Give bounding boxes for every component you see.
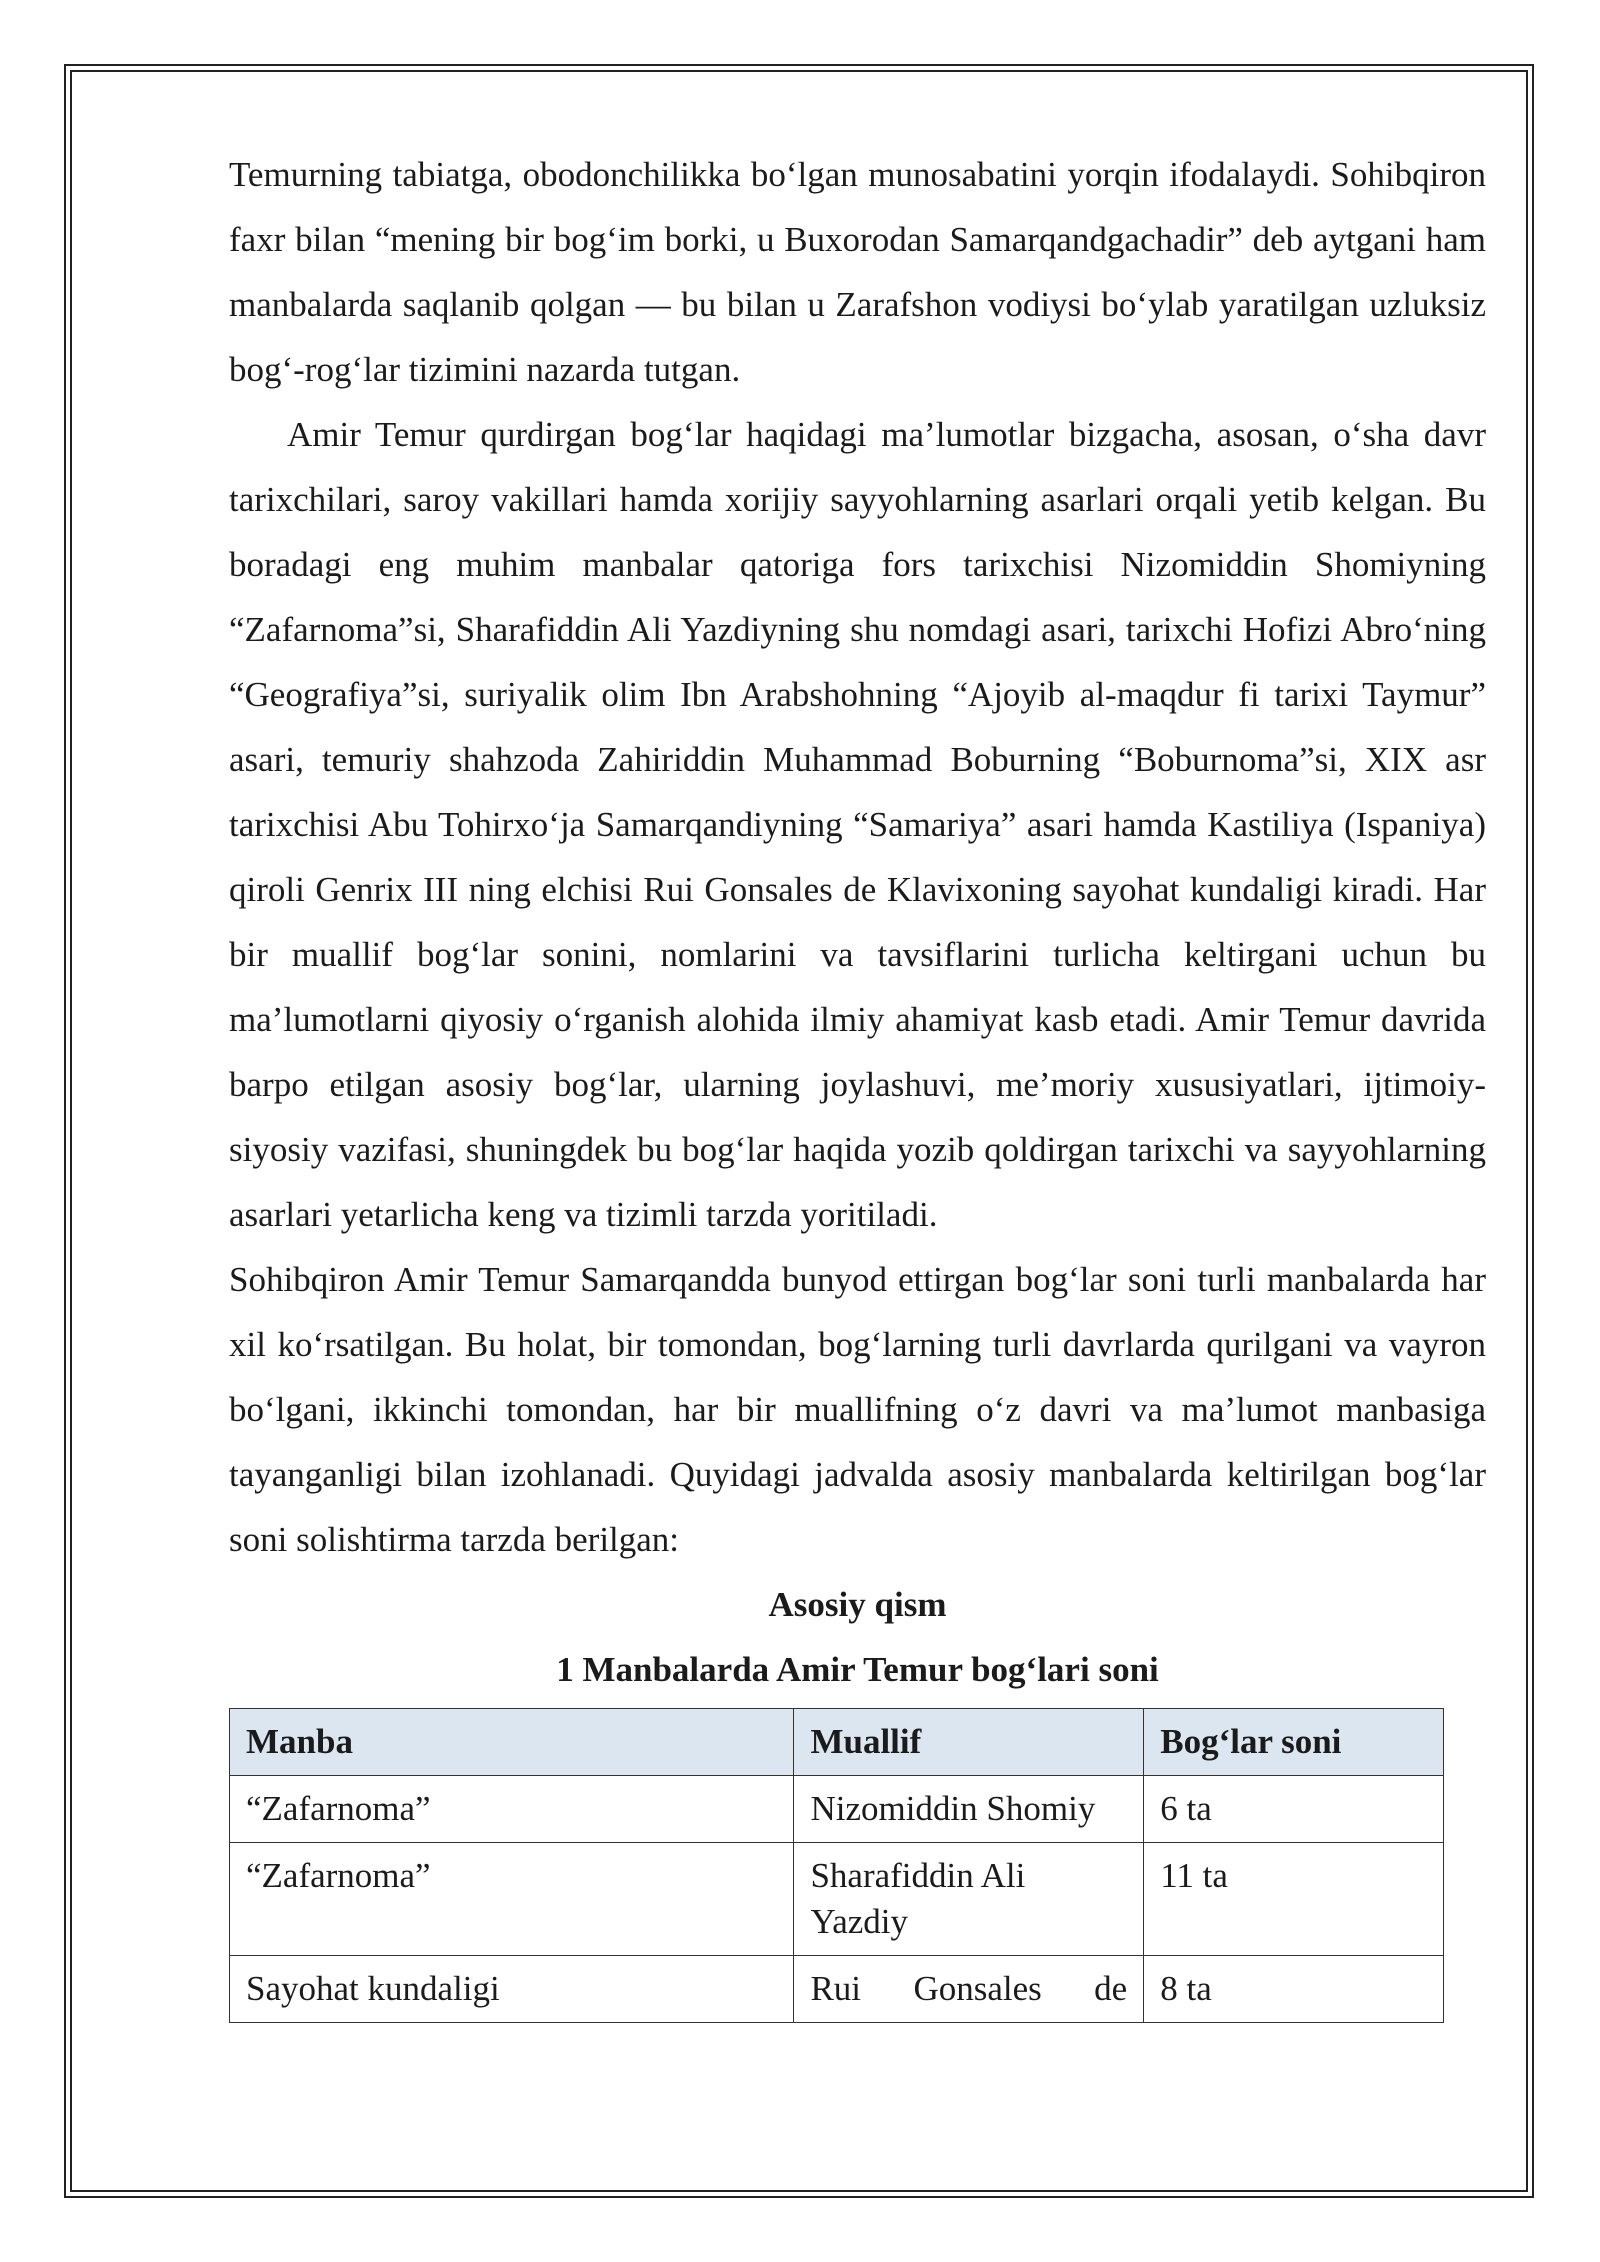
header-boglar-soni: Bog‘lar soni: [1144, 1709, 1444, 1776]
cell-manba: “Zafarnoma”: [230, 1776, 794, 1843]
table-row: [230, 1776, 1444, 1843]
cell-muallif: Nizomiddin Shomiy: [794, 1776, 1144, 1843]
cell-boglar-soni: 6 ta: [1144, 1776, 1444, 1843]
paragraph-2: Amir Temur qurdirgan bog‘lar haqidagi ma’lumotlar bizgacha, asosan, o‘sha davr tarixchilari, saroy vakillari hamda xorijiy sayyohlarning asarlari orqali yetib kelgan. Bu boradagi eng muhim manbalar qatoriga fors tarixchisi Nizomiddin Shomiyning “Zafarnoma”si, Sharafiddin Ali Yazdiyning shu nomdagi asari, tarixchi Hofizi Abro‘ning “Geografiya”si, suriyalik olim Ibn Arabshohning “Ajoyib al-maqdur fi tarixi Taymur” asari, temuriy shahzoda Zahiriddin Muhammad Boburning “Boburnoma”si, XIX asr tarixchisi Abu Tohirxo‘ja Samarqandiyning “Samariya” asari hamda Kastiliya (Ispaniya) qiroli Genrix III ning elchisi Rui Gonsales de Klavixoning sayohat kundaligi kiradi. Har bir muallif bog‘lar sonini, nomlarini va tavsiflarini turlicha keltirgani uchun bu ma’lumotlarni qiyosiy o‘rganish alohida ilmiy ahamiyat kasb etadi. Amir Temur davrida barpo etilgan asosiy bog‘lar, ularning joylashuvi, me’moriy xususiyatlari, ijtimoiy-siyosiy vazifasi, shuningdek bu bog‘lar haqida yozib qoldirgan tarixchi va sayyohlarning asarlari yetarlicha keng va tizimli tarzda yoritiladi.: [229, 415, 1486, 1234]
cell-boglar-soni: 8 ta: [1144, 1956, 1444, 2023]
table-caption: 1 Manbalarda Amir Temur bog‘lari soni: [556, 1650, 1159, 1689]
cell-muallif: Rui Gonsales de: [794, 1956, 1144, 2023]
sources-table: [229, 1708, 1444, 2023]
table-row: [230, 1843, 1444, 1956]
document-body: [229, 142, 1486, 2023]
cell-boglar-soni: 11 ta: [1144, 1843, 1444, 1956]
header-manba: Manba: [230, 1709, 794, 1776]
header-muallif: Muallif: [794, 1709, 1144, 1776]
table-header-row: [230, 1709, 1444, 1776]
paragraph-1: Temurning tabiatga, obodonchilikka bo‘lgan munosabatini yorqin ifodalaydi. Sohibqiron faxr bilan “mening bir bog‘im borki, u Buxorodan Samarqandgachadir” deb aytgani ham manbalarda saqlanib qolgan — bu bilan u Zarafshon vodiysi bo‘ylab yaratilgan uzluksiz bog‘-rog‘lar tizimini nazarda tutgan.: [229, 155, 1486, 389]
cell-muallif: Sharafiddin Ali Yazdiy: [794, 1843, 1144, 1956]
section-heading: Asosiy qism: [768, 1585, 947, 1624]
paragraph-3: Sohibqiron Amir Temur Samarqandda bunyod ettirgan bog‘lar soni turli manbalarda har xil ko‘rsatilgan. Bu holat, bir tomondan, bog‘larning turli davrlarda qurilgani va vayron bo‘lgani, ikkinchi tomondan, har bir muallifning o‘z davri va ma’lumot manbasiga tayanganligi bilan izohlanadi. Quyidagi jadvalda asosiy manbalarda keltirilgan bog‘lar soni solishtirma tarzda berilgan:: [229, 1260, 1486, 1559]
table-row: [230, 1956, 1444, 2023]
cell-manba: Sayohat kundaligi: [230, 1956, 794, 2023]
cell-manba: “Zafarnoma”: [230, 1843, 794, 1956]
